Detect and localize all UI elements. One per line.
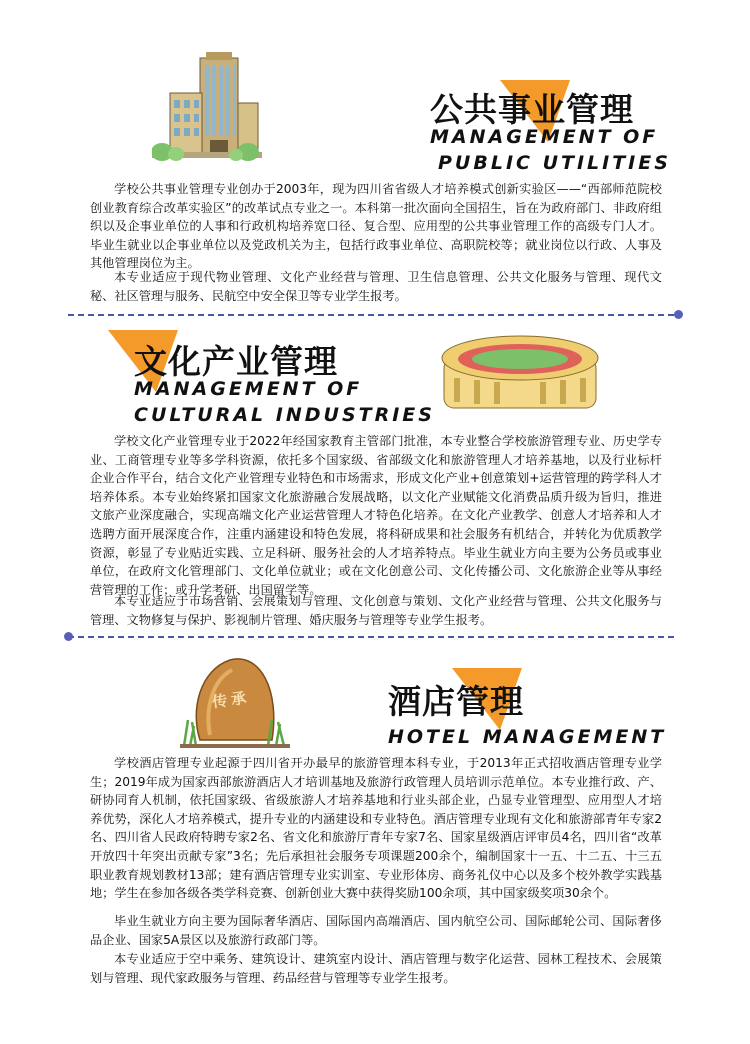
stadium-illustration: [440, 328, 600, 418]
building-illustration: [152, 48, 262, 168]
section-title-en-line2: CULTURAL INDUSTRIES: [134, 404, 435, 426]
section-hotel-management: [0, 642, 750, 1044]
section-title-en-line1: MANAGEMENT OF: [430, 126, 659, 148]
paragraph: 本专业适应于现代物业管理、文化产业经营与管理、卫生信息管理、公共文化服务与管理、现代文秘、社区管理与服务、民航空中安全保卫等专业学生报考。: [90, 270, 662, 303]
section-title-en-line2: PUBLIC UTILITIES: [438, 152, 671, 174]
divider-dot: [64, 632, 73, 641]
paragraph: 本专业适应于空中乘务、建筑设计、建筑室内设计、酒店管理与数字化运营、园林工程技术、会展策划与管理、现代家政服务与管理、药品经营与管理等专业学生报考。: [90, 952, 662, 985]
section-divider: [68, 636, 674, 638]
paragraph: 学校公共事业管理专业创办于2003年，现为四川省省级人才培养模式创新实验区——“西部师范院校创业教育综合改革实验区”的改革试点专业之一。本科第一批次面向全国招生，旨在为政府部门、非政府组织以及企事业单位的人事和行政机构培养宽口径、复合型、应用型的公共事业管理工作的高级专门人才。毕业生就业以企事业单位以及党政机关为主，包括行政事业单位、高职院校等；就业岗位以行政、人事及其他管理岗位为主。: [90, 182, 662, 271]
section-cultural-industries: [0, 320, 750, 630]
section-title-en-line1: HOTEL MANAGEMENT: [388, 726, 667, 748]
section-title-cn: 酒店管理: [388, 682, 524, 721]
paragraph: 毕业生就业方向主要为国际奢华酒店、国际国内高端酒店、国内航空公司、国际邮轮公司、国际奢侈品企业、国家5A景区以及旅游行政部门等。: [90, 914, 662, 947]
section-title-en-line1: MANAGEMENT OF: [134, 378, 363, 400]
paragraph: 本专业适应于市场营销、会展策划与管理、文化创意与策划、文化产业经营与管理、公共文化服务与管理、文物修复与保护、影视制片管理、婚庆服务与管理等专业学生报考。: [90, 594, 662, 627]
divider-dot: [674, 310, 683, 319]
stone-inscription: 传承: [211, 688, 252, 712]
paragraph: 学校文化产业管理专业于2022年经国家教育主管部门批准，本专业整合学校旅游管理专业、历史学专业、工商管理专业等多学科资源，依托多个国家级、省部级文化和旅游管理人才培养基地，以及行业标杆企业合作平台，结合文化产业管理专业特色和市场需求，形成文化产业+创意策划+运营管理的跨学科人才培养体系。本专业始终紧扣国家文化旅游融合发展战略，以文化产业赋能文化消费品质升级为旨归，推进文旅产业深度融合，实现高端文化产业运营管理人才特色化培养。在文化产业教学、创意人才培养和人才选聘方面开展深度合作，注重内涵建设和特色发展，将科研成果和社会服务有机结合，并转化为优质教学资源，彰显了专业贴近实践、立足科研、服务社会的人才培养特点。毕业生就业方向主要为公务员或事业单位，在政府文化管理部门、文化单位就业；或在文化创意公司、文化传播公司、文化旅游企业等从事经营管理的工作；或升学考研、出国留学等。: [90, 434, 662, 597]
paragraph: 学校酒店管理专业起源于四川省开办最早的旅游管理本科专业，于2013年正式招收酒店管理专业学生；2019年成为国家西部旅游酒店人才培训基地及旅游行政管理人员培训示范单位。本专业推行政、产、研协同育人机制，依托国家级、省级旅游人才培养基地和行业头部企业，凸显专业管理型、应用型人才培养优势，深化人才培养模式，提升专业的内涵建设和专业特色。酒店管理专业现有文化和旅游部青年专家2名、四川省人民政府特聘专家2名、省文化和旅游厅青年专家7名、国家星级酒店评审员4名，四川省“改革开放四十年突出贡献专家”3名；先后承担社会服务专项课题200余个，编制国家十一五、十二五、十三五职业教育规划教材13部；建有酒店管理专业实训室、专业形体房、商务礼仪中心以及多个校外教学实践基地；学生在参加各级各类学科竞赛、创新创业大赛中获得奖励100余项，其中国家级奖项30余个。: [90, 756, 662, 901]
section-title-cn: 公共事业管理: [430, 90, 634, 129]
section-public-utilities: [0, 0, 750, 310]
section-title-cn: 文化产业管理: [134, 342, 338, 381]
section-divider: [68, 314, 674, 316]
